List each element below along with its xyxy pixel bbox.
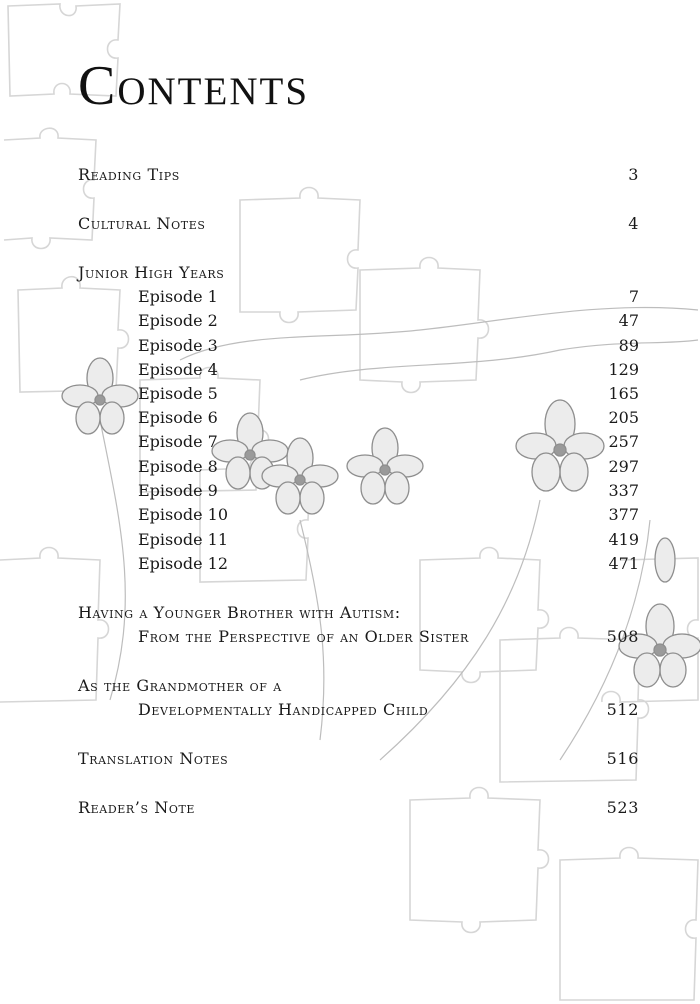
toc-entry-label: Reading Tips: [78, 165, 180, 184]
toc-entry-episode-7[interactable]: [0, 430, 700, 454]
toc-entry-label: Reader’s Note: [78, 798, 196, 817]
toc-entry-label: As the Grandmother of a: [78, 676, 282, 695]
toc-entry-label: Episode 12: [138, 554, 229, 573]
toc-page-number: 7: [628, 287, 639, 306]
toc-entry-label: Translation Notes: [78, 749, 229, 768]
toc-page-number: 523: [606, 798, 639, 817]
toc-section-junior-high-years: [0, 261, 700, 285]
toc-entry-label: Episode 8: [138, 457, 218, 476]
toc-page-number: 3: [628, 165, 639, 184]
page-title: Contents: [78, 55, 310, 117]
toc-page-number: 205: [608, 408, 639, 427]
toc-entry-label: Episode 9: [138, 481, 218, 500]
toc-entry-episode-10[interactable]: [0, 503, 700, 527]
toc-entry-label: Episode 6: [138, 408, 218, 427]
toc-entry-label: Episode 3: [138, 336, 218, 355]
toc-page-number: 512: [606, 700, 639, 719]
toc-page-number: 47: [618, 311, 639, 330]
toc-entry-label: Episode 7: [138, 432, 218, 451]
toc-entry-episode-4[interactable]: [0, 358, 700, 382]
toc-entry-label: Episode 4: [138, 360, 218, 379]
toc-page-number: 129: [608, 360, 639, 379]
toc-page-number: 297: [608, 457, 639, 476]
toc-entry-episode-11[interactable]: [0, 528, 700, 552]
toc-entry-younger-brother-line1[interactable]: [0, 601, 700, 625]
toc-entry-episode-9[interactable]: [0, 479, 700, 503]
toc-entry-label: Cultural Notes: [78, 214, 206, 233]
toc-page-number: 377: [608, 505, 639, 524]
toc-entry-label: Having a Younger Brother with Autism:: [78, 603, 401, 622]
toc-entry-episode-5[interactable]: [0, 382, 700, 406]
toc-entry-episode-12[interactable]: [0, 552, 700, 576]
toc-entry-reading-tips[interactable]: [0, 163, 700, 187]
toc-page-number: 471: [608, 554, 639, 573]
toc-entry-label-continued: Developmentally Handicapped Child: [138, 700, 429, 719]
toc-entry-label: Episode 10: [138, 505, 229, 524]
toc-section-label: Junior High Years: [78, 263, 225, 282]
toc-page-number: 165: [608, 384, 639, 403]
toc-entry-episode-1[interactable]: [0, 285, 700, 309]
toc-entry-readers-note[interactable]: [0, 796, 700, 820]
toc-entry-label-continued: From the Perspective of an Older Sister: [138, 627, 469, 646]
toc-entry-episode-3[interactable]: [0, 334, 700, 358]
toc-entry-cultural-notes[interactable]: [0, 212, 700, 236]
toc-page-number: 337: [608, 481, 639, 500]
toc-entry-younger-brother-line2[interactable]: [0, 625, 700, 649]
toc-page-number: 89: [618, 336, 639, 355]
toc-entry-episode-8[interactable]: [0, 455, 700, 479]
toc-page-number: 508: [606, 627, 639, 646]
toc-entry-label: Episode 2: [138, 311, 218, 330]
toc-entry-translation-notes[interactable]: [0, 747, 700, 771]
puzzle-piece-outline: [560, 848, 698, 1001]
toc-entry-label: Episode 1: [138, 287, 218, 306]
toc-entry-label: Episode 5: [138, 384, 218, 403]
toc-entry-label: Episode 11: [138, 530, 229, 549]
toc-entry-episode-6[interactable]: [0, 406, 700, 430]
toc-page-number: 419: [608, 530, 639, 549]
toc-entry-episode-2[interactable]: [0, 309, 700, 333]
toc-page-number: 516: [606, 749, 639, 768]
toc-page-number: 4: [628, 214, 639, 233]
toc-page-number: 257: [608, 432, 639, 451]
toc-entry-grandmother-line1[interactable]: [0, 674, 700, 698]
toc-entry-grandmother-line2[interactable]: [0, 698, 700, 722]
